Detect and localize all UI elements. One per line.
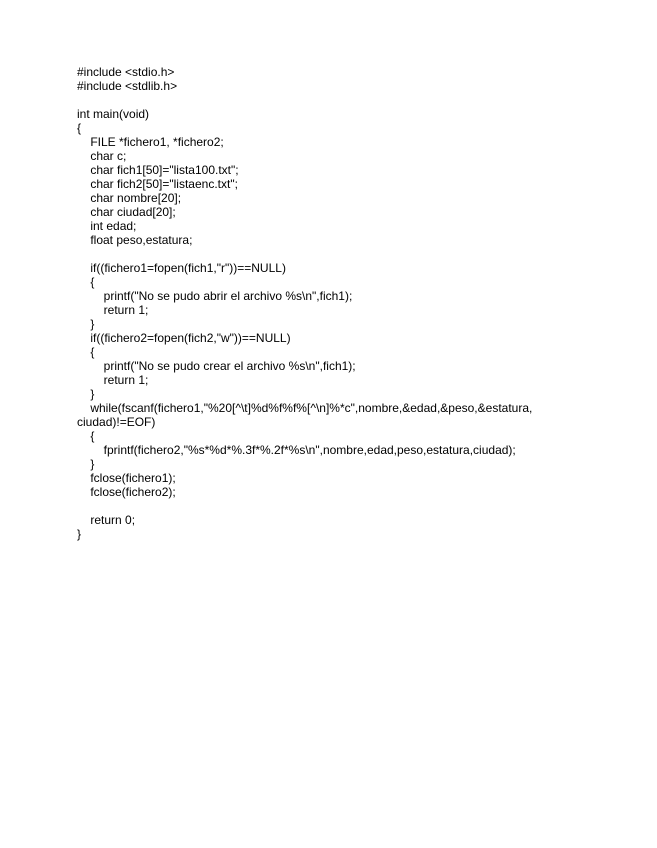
code-line: }	[77, 527, 82, 541]
code-line: char nombre[20];	[77, 191, 182, 205]
code-line: char ciudad[20];	[77, 205, 176, 219]
code-line: }	[77, 387, 95, 401]
code-line	[77, 499, 647, 513]
code-line: {	[77, 121, 82, 135]
code-line: fprintf(fichero2,"%s*%d*%.3f*%.2f*%s\n",nombre,edad,peso,estatura,ciudad);	[77, 443, 516, 457]
code-listing	[77, 65, 647, 541]
code-line: ciudad)!=EOF)	[77, 415, 156, 429]
code-line: return 0;	[77, 513, 136, 527]
code-line: if((fichero2=fopen(fich2,"w"))==NULL)	[77, 331, 291, 345]
code-line: if((fichero1=fopen(fich1,"r"))==NULL)	[77, 261, 286, 275]
code-line: }	[77, 317, 95, 331]
code-line: int edad;	[77, 219, 137, 233]
code-line: fclose(fichero2);	[77, 485, 176, 499]
code-line: {	[77, 429, 95, 443]
code-line: #include <stdlib.h>	[77, 79, 178, 93]
code-line: printf("No se pudo abrir el archivo %s\n",fich1);	[77, 289, 353, 303]
code-line: float peso,estatura;	[77, 233, 193, 247]
code-line: #include <stdio.h>	[77, 65, 175, 79]
code-line: char fich1[50]="lista100.txt";	[77, 163, 239, 177]
code-line: int main(void)	[77, 107, 150, 121]
code-line: return 1;	[77, 303, 149, 317]
code-line: {	[77, 275, 95, 289]
code-line: FILE *fichero1, *fichero2;	[77, 135, 224, 149]
code-line	[77, 93, 647, 107]
code-line: char fich2[50]="listaenc.txt";	[77, 177, 238, 191]
code-line: }	[77, 457, 95, 471]
code-line	[77, 247, 647, 261]
code-line: fclose(fichero1);	[77, 471, 176, 485]
code-line: while(fscanf(fichero1,"%20[^\t]%d%f%f%[^\n]%*c",nombre,&edad,&peso,&estatura,	[77, 401, 533, 415]
code-line: char c;	[77, 149, 127, 163]
code-line: printf("No se pudo crear el archivo %s\n",fich1);	[77, 359, 356, 373]
code-line: return 1;	[77, 373, 149, 387]
code-line: {	[77, 345, 95, 359]
